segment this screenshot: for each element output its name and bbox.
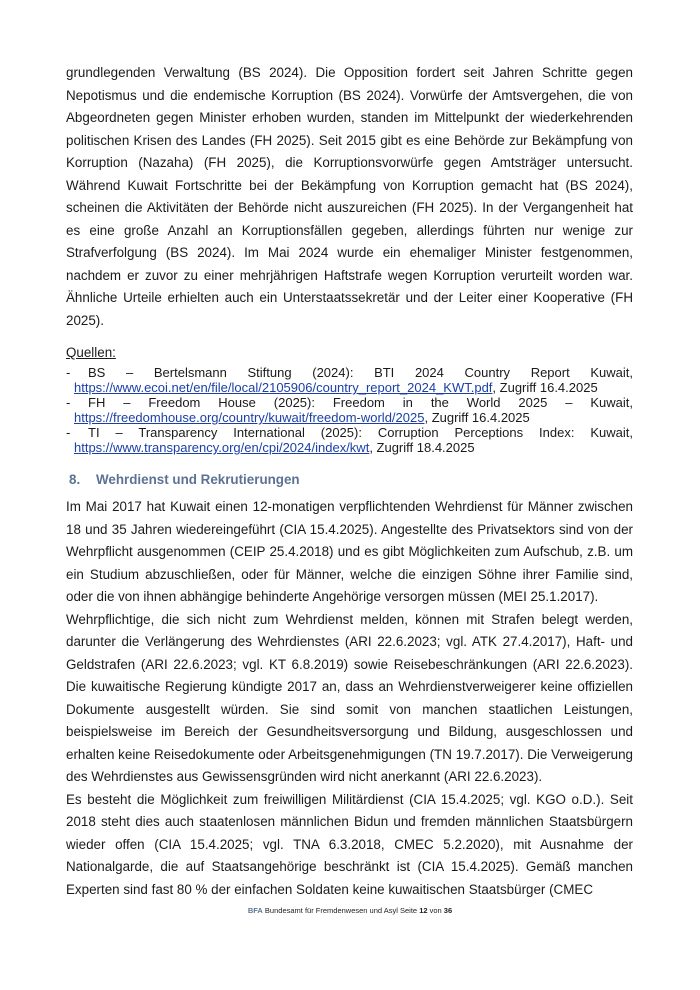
section-number: 8. <box>69 472 81 487</box>
source-text: BS – Bertelsmann Stiftung (2024): BTI 2024 Country Report Kuwait, <box>88 365 633 380</box>
body-paragraph: Es besteht die Möglichkeit zum freiwilligen Militärdienst (CIA 15.4.2025; vgl. KGO o.D.). Seit 2018 steht dies auch staatenlosen männlichen Bidun und fremden männlichen Staatsbürgern wieder offen (CIA 15.4.2025; vgl. TNA 6.3.2018, CMEC 5.2.2020), mit Ausnahme der Nationalgarde, die auf Staatsangehörige beschränkt ist (CIA 15.4.2025). Gemäß manchen Experten sind fast 80 % der einfachen Soldaten keine kuwaitischen Staatsbürger (CMEC <box>66 791 633 897</box>
source-access-date: , Zugriff 16.4.2025 <box>492 380 598 395</box>
section-title: Wehrdienst und Rekrutierungen <box>96 472 300 487</box>
footer-page-total: 36 <box>443 906 453 915</box>
source-link[interactable]: https://www.ecoi.net/en/file/local/2105906/country_report_2024_KWT.pdf <box>74 380 493 395</box>
source-access-date: , Zugriff 16.4.2025 <box>424 410 530 425</box>
source-access-date: , Zugriff 18.4.2025 <box>369 440 475 455</box>
source-item <box>66 395 633 425</box>
footer-text: Bundesamt für Fremdenwesen und Asyl Seite <box>262 906 420 915</box>
sources-heading: Quellen: <box>66 345 116 360</box>
footer-page-number: 12 <box>419 906 428 915</box>
source-link[interactable]: https://www.transparency.org/en/cpi/2024/index/kwt <box>74 440 370 455</box>
footer-brand-logo: BFA <box>247 906 263 915</box>
source-text: TI – Transparency International (2025): Corruption Perceptions Index: Kuwait, <box>88 425 633 440</box>
sources-list <box>66 365 633 455</box>
list-dash: - <box>66 425 71 440</box>
page-footer <box>0 906 700 915</box>
intro-paragraph: grundlegenden Verwaltung (BS 2024). Die Opposition fordert seit Jahren Schritte gegen Nepotismus und die endemische Korruption (BS 2024). Vorwürfe der Amtsvergehen, die von Abgeordneten gegen Minister erhoben wurden, standen im Mittelpunkt der wiederkehrenden politischen Krisen des Landes (FH 2025). Seit 2015 gibt es eine Behörde zur Bekämpfung von Korruption (Nazaha) (FH 2025), die Korruptionsvorwürfe gegen Amtsträger untersucht. Während Kuwait Fortschritte bei der Bekämpfung von Korruption gemacht hat (BS 2024), scheinen die Aktivitäten der Behörde nicht auszureichen (FH 2025). In der Vergangenheit hat es eine große Anzahl an Korruptionsfällen gegeben, allerdings führten nur wenige zur Strafverfolgung (BS 2024). Im Mai 2024 wurde ein ehemaliger Minister festgenommen, nachdem er zuvor zu einer mehrjährigen Haftstrafe wegen Korruption verurteilt worden war. Ähnliche Urteile erhielten auch ein Unterstaatssekretär und der Leiter einer Kooperative (FH 2025). <box>66 65 633 328</box>
footer-of: von <box>427 906 444 915</box>
body-paragraph: Wehrpflichtige, die sich nicht zum Wehrdienst melden, können mit Strafen belegt werden, darunter die Verlängerung des Wehrdienstes (ARI 22.6.2023; vgl. ATK 27.4.2017), Haft- und Geldstrafen (ARI 22.6.2023; vgl. KT 6.8.2019) sowie Reisebeschränkungen (ARI 22.6.2023). Die kuwaitische Regierung kündigte 2017 an, dass an Wehrdienstverweigerer keine offiziellen Dokumente ausgestellt würden. Sie sind somit von manchen staatlichen Leistungen, beispielsweise im Bereich der Gesundheitsversorgung und Bildung, ausgeschlossen und erhalten keine Reisedokumente oder Arbeitsgenehmigungen (TN 19.7.2017). Die Verweigerung des Wehrdienstes aus Gewissensgründen wird nicht anerkannt (ARI 22.6.2023). <box>66 611 633 784</box>
source-link[interactable]: https://freedomhouse.org/country/kuwait/freedom-world/2025 <box>74 410 425 425</box>
list-dash: - <box>66 395 71 410</box>
document-page <box>66 62 633 901</box>
body-paragraph: Im Mai 2017 hat Kuwait einen 12-monatigen verpflichtenden Wehrdienst für Männer zwischen 18 und 35 Jahren wiedereingeführt (CIA 15.4.2025). Angestellte des Privatsektors sind von der Wehrpflicht ausgenommen (CEIP 25.4.2018) und es gibt Möglichkeiten zum Aufschub, z.B. um ein Studium abzuschließen, oder für Männer, welche die einzigen Söhne ihrer Familie sind, oder die von ihnen abhängige behinderte Angehörige versorgen müssen (MEI 25.1.2017). <box>66 499 633 604</box>
source-item <box>66 425 633 455</box>
section-heading <box>69 472 633 487</box>
source-item <box>66 365 633 395</box>
list-dash: - <box>66 365 71 380</box>
source-text: FH – Freedom House (2025): Freedom in the World 2025 – Kuwait, <box>88 395 633 410</box>
